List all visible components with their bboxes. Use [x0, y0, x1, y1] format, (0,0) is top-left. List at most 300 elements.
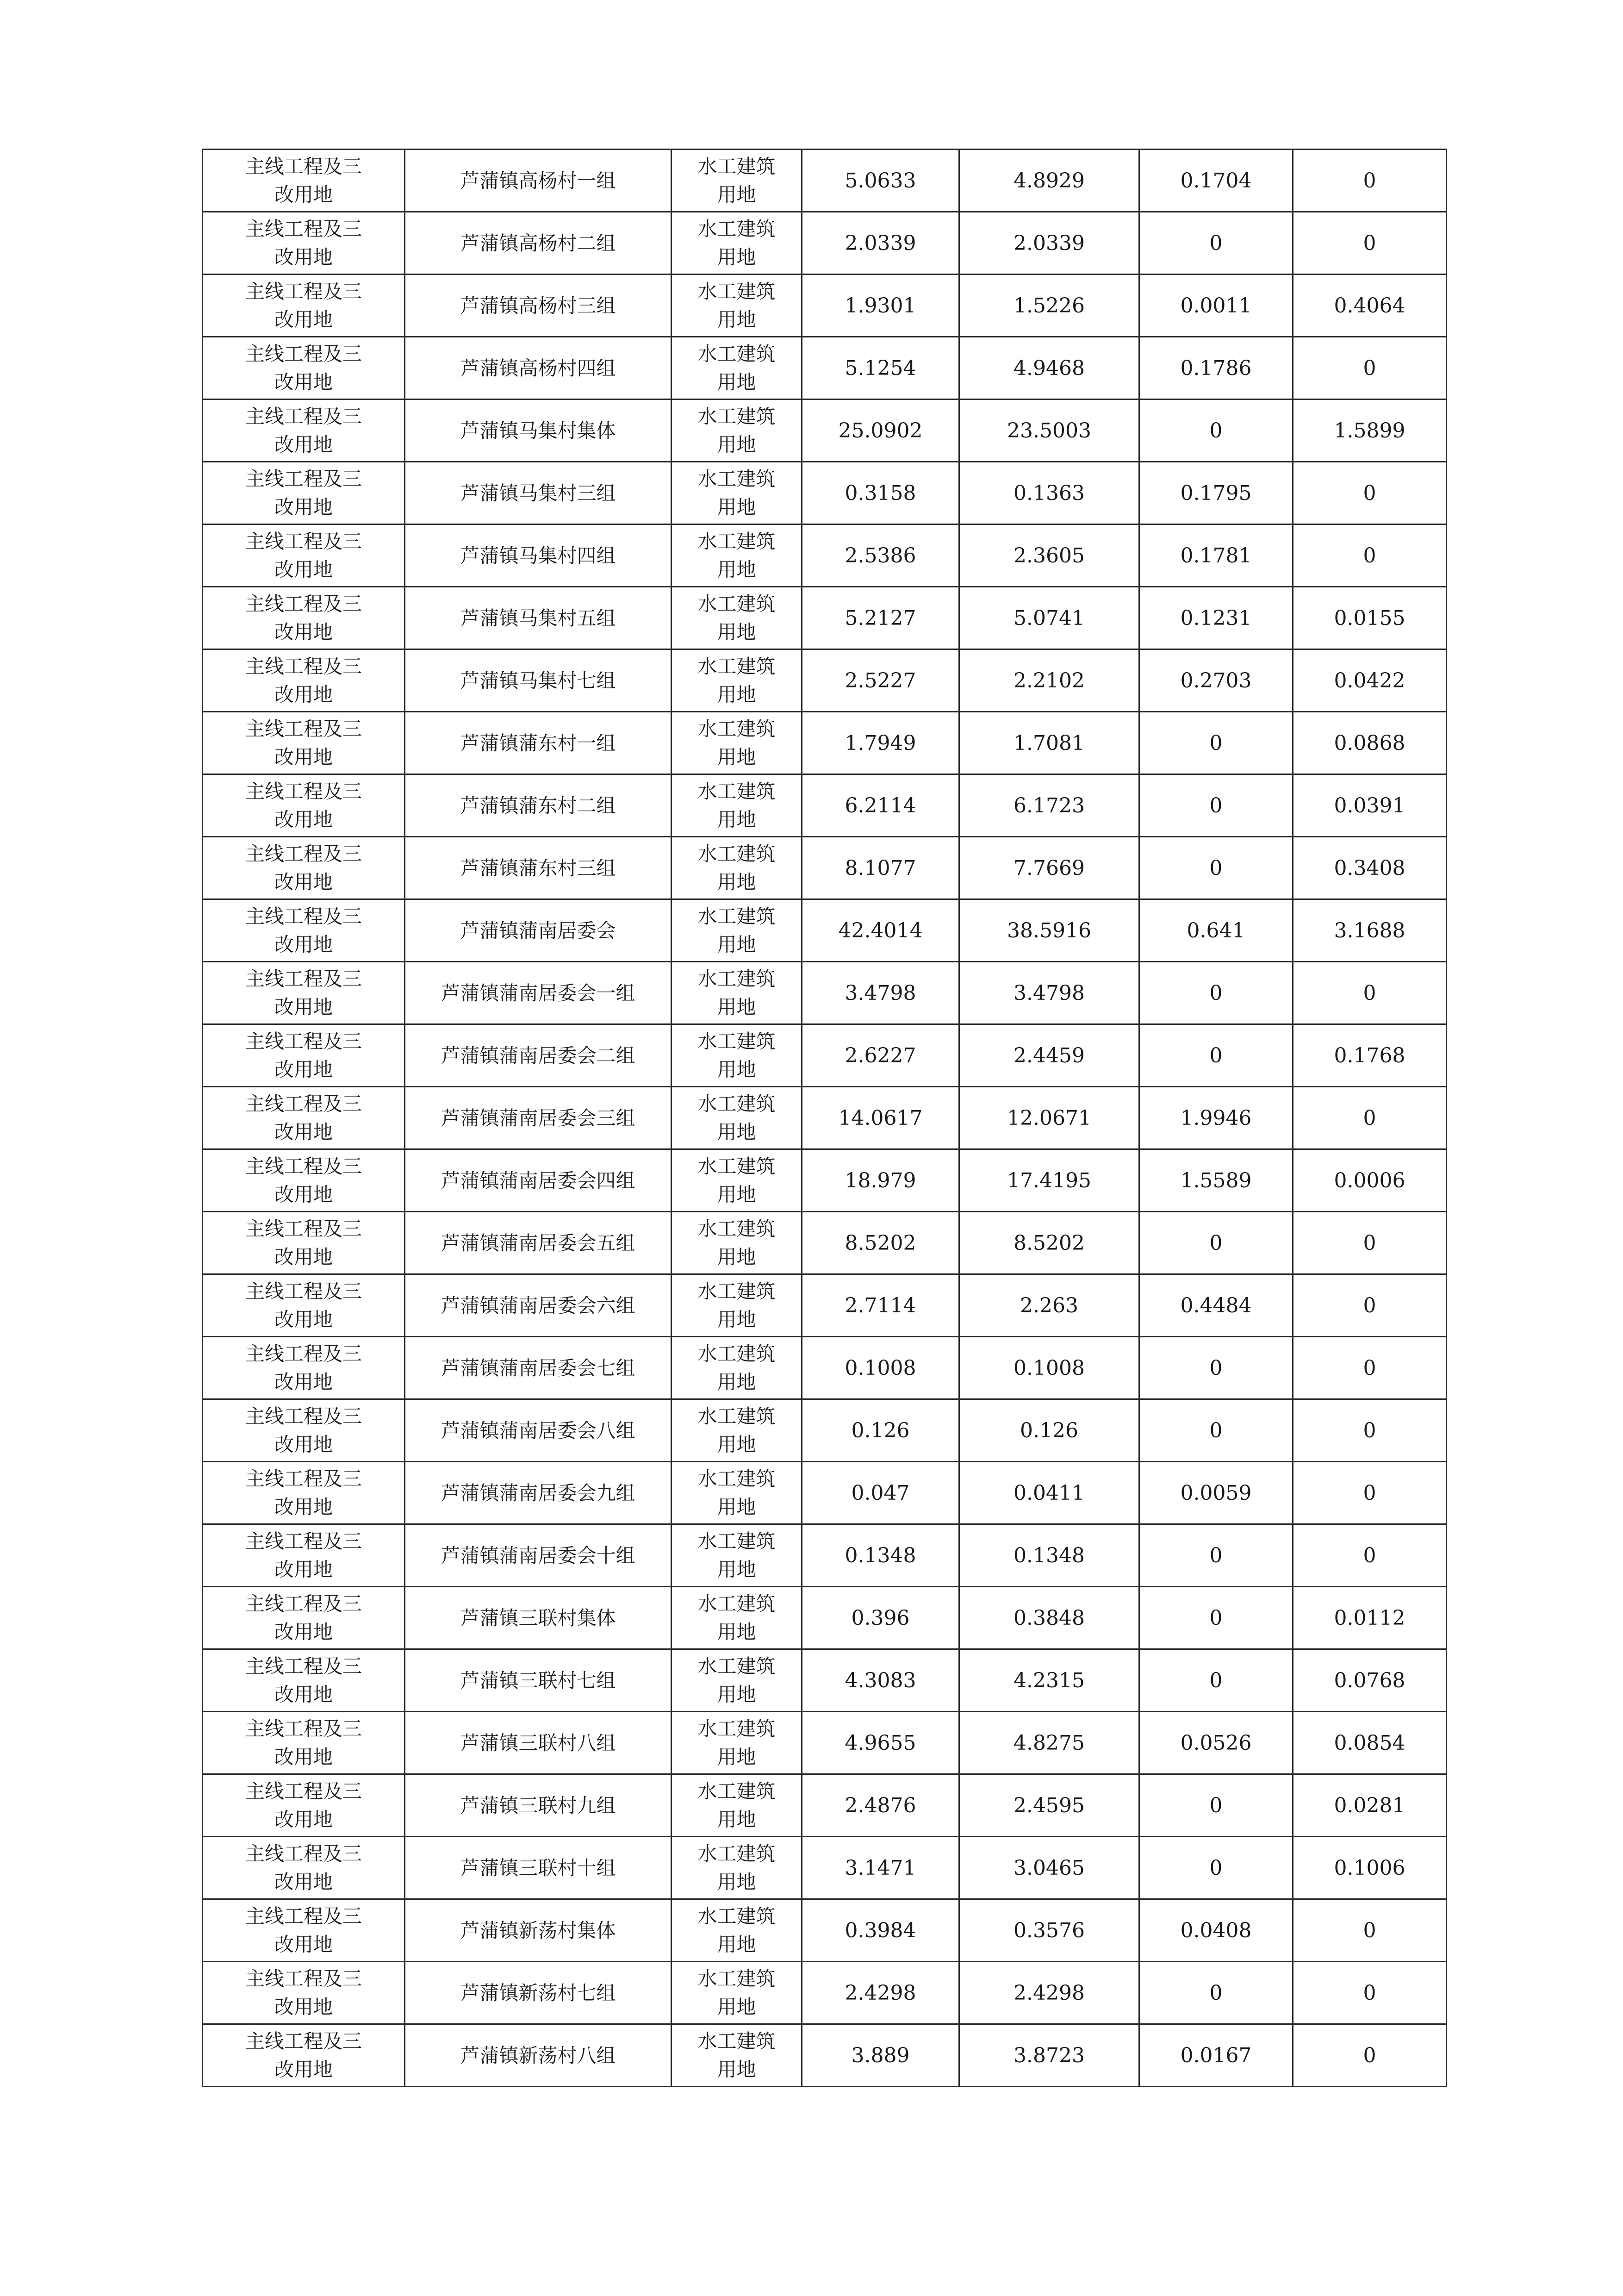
cell-text: 水工建筑用地 — [697, 1467, 776, 1518]
location-cell: 芦蒲镇蒲南居委会七组 — [405, 1337, 672, 1399]
cell-text: 主线工程及三改用地 — [245, 905, 362, 956]
project-type-cell — [203, 1149, 405, 1212]
table-row — [203, 1712, 1447, 1774]
total-area-cell: 42.4014 — [802, 899, 959, 962]
cell-text: 水工建筑用地 — [697, 1405, 776, 1456]
area-b-cell: 0.1795 — [1139, 462, 1293, 524]
cell-text: 水工建筑用地 — [697, 1967, 776, 2018]
land-use-table — [202, 149, 1447, 2087]
total-area-cell: 0.3158 — [802, 462, 959, 524]
area-c-cell: 0.0768 — [1293, 1649, 1447, 1712]
location-cell: 芦蒲镇高杨村三组 — [405, 275, 672, 337]
area-a-cell: 2.2102 — [959, 649, 1139, 712]
total-area-cell: 3.1471 — [802, 1837, 959, 1899]
land-type-cell — [672, 399, 802, 462]
area-a-cell: 1.5226 — [959, 275, 1139, 337]
area-b-cell: 0.1781 — [1139, 524, 1293, 587]
total-area-cell: 2.4298 — [802, 1962, 959, 2024]
cell-text: 主线工程及三改用地 — [245, 1530, 362, 1581]
cell-text: 水工建筑用地 — [697, 1842, 776, 1893]
cell-text: 主线工程及三改用地 — [245, 468, 362, 518]
land-type-cell — [672, 1274, 802, 1337]
area-c-cell: 0 — [1293, 1462, 1447, 1524]
location-cell: 芦蒲镇蒲南居委会九组 — [405, 1462, 672, 1524]
project-type-cell — [203, 212, 405, 275]
cell-text: 水工建筑用地 — [697, 343, 776, 393]
area-b-cell: 0.0059 — [1139, 1462, 1293, 1524]
area-c-cell: 0 — [1293, 1212, 1447, 1274]
location-cell: 芦蒲镇蒲南居委会五组 — [405, 1212, 672, 1274]
cell-text: 主线工程及三改用地 — [245, 1905, 362, 1956]
cell-text: 水工建筑用地 — [697, 405, 776, 456]
land-type-cell — [672, 712, 802, 774]
land-type-cell — [672, 212, 802, 275]
area-c-cell: 0.0391 — [1293, 774, 1447, 837]
area-b-cell: 0 — [1139, 1774, 1293, 1837]
area-b-cell: 0.0526 — [1139, 1712, 1293, 1774]
cell-text: 主线工程及三改用地 — [245, 343, 362, 393]
project-type-cell — [203, 150, 405, 212]
total-area-cell: 1.9301 — [802, 275, 959, 337]
location-cell: 芦蒲镇蒲南居委会一组 — [405, 962, 672, 1024]
project-type-cell — [203, 1024, 405, 1087]
total-area-cell: 0.126 — [802, 1399, 959, 1462]
area-c-cell: 0.0112 — [1293, 1587, 1447, 1649]
land-type-cell — [672, 899, 802, 962]
project-type-cell — [203, 462, 405, 524]
cell-text: 水工建筑用地 — [697, 280, 776, 331]
area-a-cell: 4.2315 — [959, 1649, 1139, 1712]
cell-text: 水工建筑用地 — [697, 1780, 776, 1831]
area-a-cell: 2.3605 — [959, 524, 1139, 587]
land-type-cell — [672, 1024, 802, 1087]
area-b-cell: 0 — [1139, 712, 1293, 774]
project-type-cell — [203, 962, 405, 1024]
cell-text: 主线工程及三改用地 — [245, 1092, 362, 1143]
area-c-cell: 0 — [1293, 2024, 1447, 2087]
land-type-cell — [672, 1837, 802, 1899]
table-row — [203, 1024, 1447, 1087]
table-row — [203, 1524, 1447, 1587]
table-row — [203, 1587, 1447, 1649]
land-type-cell — [672, 462, 802, 524]
area-c-cell: 0.0281 — [1293, 1774, 1447, 1837]
table-row — [203, 712, 1447, 774]
cell-text: 主线工程及三改用地 — [245, 1467, 362, 1518]
area-a-cell: 0.3576 — [959, 1899, 1139, 1962]
table-row — [203, 587, 1447, 649]
cell-text: 水工建筑用地 — [697, 218, 776, 268]
table-row — [203, 150, 1447, 212]
total-area-cell: 25.0902 — [802, 399, 959, 462]
total-area-cell: 2.7114 — [802, 1274, 959, 1337]
land-type-cell — [672, 150, 802, 212]
table-row — [203, 1399, 1447, 1462]
area-a-cell: 0.3848 — [959, 1587, 1139, 1649]
area-a-cell: 38.5916 — [959, 899, 1139, 962]
area-b-cell: 0.1786 — [1139, 337, 1293, 399]
table-row — [203, 2024, 1447, 2087]
cell-text: 主线工程及三改用地 — [245, 218, 362, 268]
land-type-cell — [672, 524, 802, 587]
cell-text: 水工建筑用地 — [697, 593, 776, 643]
land-type-cell — [672, 337, 802, 399]
area-a-cell: 3.4798 — [959, 962, 1139, 1024]
area-c-cell: 0 — [1293, 462, 1447, 524]
location-cell: 芦蒲镇新荡村八组 — [405, 2024, 672, 2087]
table-row — [203, 337, 1447, 399]
land-type-cell — [672, 837, 802, 899]
total-area-cell: 0.3984 — [802, 1899, 959, 1962]
total-area-cell: 4.3083 — [802, 1649, 959, 1712]
area-b-cell: 0.0408 — [1139, 1899, 1293, 1962]
project-type-cell — [203, 587, 405, 649]
area-a-cell: 4.8275 — [959, 1712, 1139, 1774]
land-type-cell — [672, 962, 802, 1024]
area-c-cell: 0 — [1293, 150, 1447, 212]
cell-text: 水工建筑用地 — [697, 967, 776, 1018]
area-c-cell: 0 — [1293, 337, 1447, 399]
area-b-cell: 1.5589 — [1139, 1149, 1293, 1212]
area-b-cell: 0.1704 — [1139, 150, 1293, 212]
cell-text: 主线工程及三改用地 — [245, 1217, 362, 1268]
cell-text: 主线工程及三改用地 — [245, 1717, 362, 1768]
project-type-cell — [203, 1712, 405, 1774]
cell-text: 主线工程及三改用地 — [245, 2030, 362, 2081]
total-area-cell: 2.0339 — [802, 212, 959, 275]
total-area-cell: 0.1348 — [802, 1524, 959, 1587]
table-row — [203, 1337, 1447, 1399]
land-type-cell — [672, 774, 802, 837]
project-type-cell — [203, 337, 405, 399]
area-a-cell: 17.4195 — [959, 1149, 1139, 1212]
area-b-cell: 0 — [1139, 1649, 1293, 1712]
project-type-cell — [203, 1524, 405, 1587]
total-area-cell: 0.396 — [802, 1587, 959, 1649]
location-cell: 芦蒲镇蒲东村二组 — [405, 774, 672, 837]
area-c-cell: 0.0422 — [1293, 649, 1447, 712]
location-cell: 芦蒲镇蒲东村一组 — [405, 712, 672, 774]
land-type-cell — [672, 1587, 802, 1649]
project-type-cell — [203, 1212, 405, 1274]
cell-text: 主线工程及三改用地 — [245, 1655, 362, 1706]
cell-text: 主线工程及三改用地 — [245, 155, 362, 206]
table-row — [203, 1149, 1447, 1212]
area-b-cell: 0 — [1139, 212, 1293, 275]
location-cell: 芦蒲镇新荡村七组 — [405, 1962, 672, 2024]
area-c-cell: 1.5899 — [1293, 399, 1447, 462]
location-cell: 芦蒲镇蒲南居委会八组 — [405, 1399, 672, 1462]
land-type-cell — [672, 1149, 802, 1212]
cell-text: 水工建筑用地 — [697, 1217, 776, 1268]
land-type-cell — [672, 1712, 802, 1774]
project-type-cell — [203, 399, 405, 462]
area-b-cell: 1.9946 — [1139, 1087, 1293, 1149]
cell-text: 水工建筑用地 — [697, 1530, 776, 1581]
area-a-cell: 2.4459 — [959, 1024, 1139, 1087]
project-type-cell — [203, 1899, 405, 1962]
location-cell: 芦蒲镇蒲南居委会四组 — [405, 1149, 672, 1212]
area-a-cell: 4.9468 — [959, 337, 1139, 399]
location-cell: 芦蒲镇马集村三组 — [405, 462, 672, 524]
cell-text: 水工建筑用地 — [697, 1030, 776, 1081]
location-cell: 芦蒲镇高杨村四组 — [405, 337, 672, 399]
table-row — [203, 275, 1447, 337]
total-area-cell: 2.4876 — [802, 1774, 959, 1837]
area-a-cell: 4.8929 — [959, 150, 1139, 212]
cell-text: 主线工程及三改用地 — [245, 967, 362, 1018]
cell-text: 水工建筑用地 — [697, 1655, 776, 1706]
total-area-cell: 14.0617 — [802, 1087, 959, 1149]
area-a-cell: 7.7669 — [959, 837, 1139, 899]
cell-text: 水工建筑用地 — [697, 2030, 776, 2081]
area-c-cell: 0 — [1293, 962, 1447, 1024]
cell-text: 主线工程及三改用地 — [245, 1342, 362, 1393]
table-row — [203, 837, 1447, 899]
area-c-cell: 0 — [1293, 1524, 1447, 1587]
total-area-cell: 5.2127 — [802, 587, 959, 649]
location-cell: 芦蒲镇新荡村集体 — [405, 1899, 672, 1962]
cell-text: 水工建筑用地 — [697, 1155, 776, 1206]
table-row — [203, 1462, 1447, 1524]
project-type-cell — [203, 524, 405, 587]
location-cell: 芦蒲镇蒲东村三组 — [405, 837, 672, 899]
project-type-cell — [203, 837, 405, 899]
total-area-cell: 1.7949 — [802, 712, 959, 774]
project-type-cell — [203, 774, 405, 837]
area-c-cell: 0.1006 — [1293, 1837, 1447, 1899]
land-type-cell — [672, 587, 802, 649]
cell-text: 水工建筑用地 — [697, 718, 776, 768]
area-a-cell: 12.0671 — [959, 1087, 1139, 1149]
land-type-cell — [672, 1962, 802, 2024]
cell-text: 水工建筑用地 — [697, 1592, 776, 1643]
area-c-cell: 0 — [1293, 1087, 1447, 1149]
land-type-cell — [672, 1462, 802, 1524]
total-area-cell: 6.2114 — [802, 774, 959, 837]
cell-text: 水工建筑用地 — [697, 1280, 776, 1331]
cell-text: 主线工程及三改用地 — [245, 530, 362, 581]
location-cell: 芦蒲镇马集村四组 — [405, 524, 672, 587]
land-type-cell — [672, 1212, 802, 1274]
location-cell: 芦蒲镇三联村七组 — [405, 1649, 672, 1712]
table-row — [203, 462, 1447, 524]
land-type-cell — [672, 1337, 802, 1399]
area-b-cell: 0.2703 — [1139, 649, 1293, 712]
project-type-cell — [203, 1837, 405, 1899]
area-c-cell: 0 — [1293, 1274, 1447, 1337]
table-body — [203, 150, 1447, 2087]
table-row — [203, 212, 1447, 275]
cell-text: 主线工程及三改用地 — [245, 1780, 362, 1831]
area-b-cell: 0 — [1139, 1837, 1293, 1899]
area-a-cell: 0.126 — [959, 1399, 1139, 1462]
total-area-cell: 8.1077 — [802, 837, 959, 899]
table-row — [203, 1649, 1447, 1712]
project-type-cell — [203, 275, 405, 337]
area-c-cell: 0.4064 — [1293, 275, 1447, 337]
area-c-cell: 0.0006 — [1293, 1149, 1447, 1212]
cell-text: 水工建筑用地 — [697, 530, 776, 581]
area-b-cell: 0.4484 — [1139, 1274, 1293, 1337]
land-type-cell — [672, 1774, 802, 1837]
location-cell: 芦蒲镇蒲南居委会 — [405, 899, 672, 962]
cell-text: 主线工程及三改用地 — [245, 280, 362, 331]
area-c-cell: 0 — [1293, 524, 1447, 587]
cell-text: 主线工程及三改用地 — [245, 655, 362, 706]
area-c-cell: 0.1768 — [1293, 1024, 1447, 1087]
cell-text: 水工建筑用地 — [697, 1092, 776, 1143]
area-c-cell: 0.0854 — [1293, 1712, 1447, 1774]
table-row — [203, 649, 1447, 712]
cell-text: 水工建筑用地 — [697, 1342, 776, 1393]
area-a-cell: 2.4298 — [959, 1962, 1139, 2024]
cell-text: 水工建筑用地 — [697, 842, 776, 893]
table-row — [203, 1774, 1447, 1837]
area-b-cell: 0.1231 — [1139, 587, 1293, 649]
area-a-cell: 0.1008 — [959, 1337, 1139, 1399]
area-b-cell: 0 — [1139, 1587, 1293, 1649]
area-a-cell: 1.7081 — [959, 712, 1139, 774]
cell-text: 水工建筑用地 — [697, 1905, 776, 1956]
location-cell: 芦蒲镇蒲南居委会十组 — [405, 1524, 672, 1587]
area-a-cell: 0.1363 — [959, 462, 1139, 524]
area-b-cell: 0 — [1139, 1024, 1293, 1087]
area-c-cell: 0 — [1293, 212, 1447, 275]
area-a-cell: 6.1723 — [959, 774, 1139, 837]
cell-text: 主线工程及三改用地 — [245, 1155, 362, 1206]
location-cell: 芦蒲镇蒲南居委会二组 — [405, 1024, 672, 1087]
land-type-cell — [672, 1899, 802, 1962]
cell-text: 主线工程及三改用地 — [245, 780, 362, 831]
location-cell: 芦蒲镇三联村集体 — [405, 1587, 672, 1649]
total-area-cell: 2.5227 — [802, 649, 959, 712]
location-cell: 芦蒲镇马集村五组 — [405, 587, 672, 649]
area-c-cell: 0 — [1293, 1899, 1447, 1962]
land-type-cell — [672, 649, 802, 712]
cell-text: 主线工程及三改用地 — [245, 1280, 362, 1331]
table-row — [203, 1274, 1447, 1337]
area-b-cell: 0.641 — [1139, 899, 1293, 962]
cell-text: 水工建筑用地 — [697, 905, 776, 956]
table-row — [203, 399, 1447, 462]
location-cell: 芦蒲镇马集村七组 — [405, 649, 672, 712]
land-type-cell — [672, 2024, 802, 2087]
project-type-cell — [203, 1962, 405, 2024]
cell-text: 主线工程及三改用地 — [245, 1592, 362, 1643]
total-area-cell: 4.9655 — [802, 1712, 959, 1774]
project-type-cell — [203, 899, 405, 962]
cell-text: 主线工程及三改用地 — [245, 1967, 362, 2018]
location-cell: 芦蒲镇三联村八组 — [405, 1712, 672, 1774]
project-type-cell — [203, 2024, 405, 2087]
area-c-cell: 0.0868 — [1293, 712, 1447, 774]
land-type-cell — [672, 1399, 802, 1462]
project-type-cell — [203, 1274, 405, 1337]
cell-text: 主线工程及三改用地 — [245, 1405, 362, 1456]
area-b-cell: 0 — [1139, 837, 1293, 899]
total-area-cell: 2.6227 — [802, 1024, 959, 1087]
area-a-cell: 2.4595 — [959, 1774, 1139, 1837]
cell-text: 主线工程及三改用地 — [245, 842, 362, 893]
total-area-cell: 18.979 — [802, 1149, 959, 1212]
project-type-cell — [203, 1462, 405, 1524]
area-c-cell: 0.0155 — [1293, 587, 1447, 649]
land-type-cell — [672, 275, 802, 337]
total-area-cell: 8.5202 — [802, 1212, 959, 1274]
total-area-cell: 5.1254 — [802, 337, 959, 399]
area-a-cell: 23.5003 — [959, 399, 1139, 462]
cell-text: 水工建筑用地 — [697, 155, 776, 206]
cell-text: 水工建筑用地 — [697, 780, 776, 831]
project-type-cell — [203, 1399, 405, 1462]
area-b-cell: 0 — [1139, 962, 1293, 1024]
land-type-cell — [672, 1524, 802, 1587]
area-a-cell: 3.8723 — [959, 2024, 1139, 2087]
cell-text: 水工建筑用地 — [697, 468, 776, 518]
location-cell: 芦蒲镇蒲南居委会六组 — [405, 1274, 672, 1337]
location-cell: 芦蒲镇三联村九组 — [405, 1774, 672, 1837]
location-cell: 芦蒲镇高杨村二组 — [405, 212, 672, 275]
table-row — [203, 1962, 1447, 2024]
land-type-cell — [672, 1087, 802, 1149]
table-row — [203, 1087, 1447, 1149]
area-c-cell: 3.1688 — [1293, 899, 1447, 962]
area-c-cell: 0.3408 — [1293, 837, 1447, 899]
area-b-cell: 0 — [1139, 774, 1293, 837]
cell-text: 主线工程及三改用地 — [245, 1030, 362, 1081]
area-a-cell: 5.0741 — [959, 587, 1139, 649]
total-area-cell: 5.0633 — [802, 150, 959, 212]
area-b-cell: 0 — [1139, 1212, 1293, 1274]
total-area-cell: 0.047 — [802, 1462, 959, 1524]
location-cell: 芦蒲镇马集村集体 — [405, 399, 672, 462]
area-b-cell: 0.0167 — [1139, 2024, 1293, 2087]
total-area-cell: 2.5386 — [802, 524, 959, 587]
area-b-cell: 0.0011 — [1139, 275, 1293, 337]
area-a-cell: 3.0465 — [959, 1837, 1139, 1899]
area-c-cell: 0 — [1293, 1962, 1447, 2024]
total-area-cell: 0.1008 — [802, 1337, 959, 1399]
cell-text: 主线工程及三改用地 — [245, 1842, 362, 1893]
project-type-cell — [203, 1587, 405, 1649]
area-a-cell: 0.1348 — [959, 1524, 1139, 1587]
total-area-cell: 3.889 — [802, 2024, 959, 2087]
area-a-cell: 0.0411 — [959, 1462, 1139, 1524]
table-row — [203, 774, 1447, 837]
table-row — [203, 1899, 1447, 1962]
location-cell: 芦蒲镇高杨村一组 — [405, 150, 672, 212]
table-row — [203, 524, 1447, 587]
area-c-cell: 0 — [1293, 1337, 1447, 1399]
project-type-cell — [203, 1087, 405, 1149]
area-b-cell: 0 — [1139, 1337, 1293, 1399]
area-b-cell: 0 — [1139, 1399, 1293, 1462]
cell-text: 水工建筑用地 — [697, 655, 776, 706]
cell-text: 水工建筑用地 — [697, 1717, 776, 1768]
location-cell: 芦蒲镇三联村十组 — [405, 1837, 672, 1899]
project-type-cell — [203, 649, 405, 712]
area-c-cell: 0 — [1293, 1399, 1447, 1462]
area-a-cell: 8.5202 — [959, 1212, 1139, 1274]
cell-text: 主线工程及三改用地 — [245, 405, 362, 456]
table-row — [203, 962, 1447, 1024]
project-type-cell — [203, 1774, 405, 1837]
location-cell: 芦蒲镇蒲南居委会三组 — [405, 1087, 672, 1149]
area-a-cell: 2.263 — [959, 1274, 1139, 1337]
project-type-cell — [203, 1649, 405, 1712]
project-type-cell — [203, 712, 405, 774]
